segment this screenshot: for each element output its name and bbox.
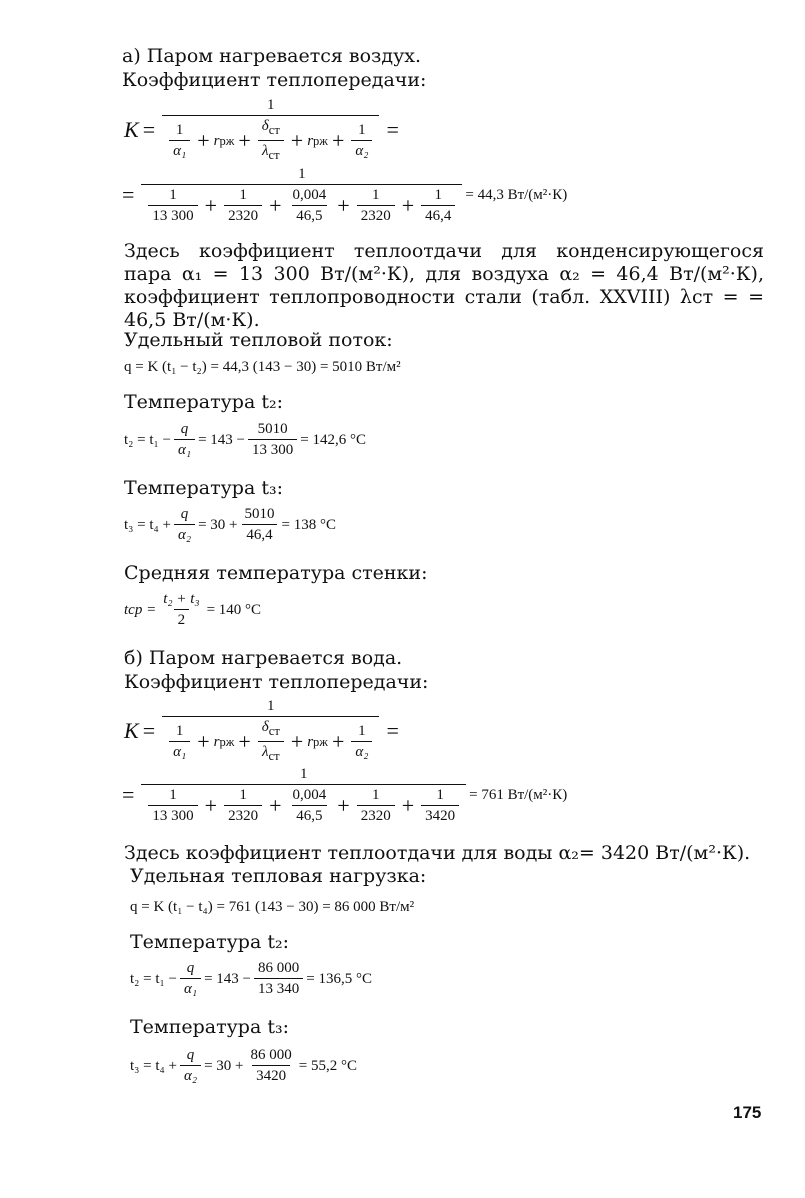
part-a-k-formula-line1: K = 1 $\frac{1}{\text{α₁}}$ + r рж + $\frac{\delta_{ст}}{\lambda_{ст}}$ + r рж + $\frac{1}{\text{α₂}}$ = xyxy=(124,97,399,162)
part-b-k-label: Коэффициент теплопередачи: xyxy=(124,671,429,693)
part-a-t3-label: Температура t₃: xyxy=(124,477,283,499)
part-a-heading: а) Паром нагревается воздух. xyxy=(122,45,422,67)
part-b-explanation: Здесь коэффициент теплоотдачи для воды α₂= 3420 Вт/(м²·К). xyxy=(124,842,751,864)
part-a-explanation: Здесь коэффициент теплоотдачи для конденсирующегося пара α₁ = 13 300 Вт/(м²·К), для воздуха α₂ = 46,4 Вт/(м²·К), коэффициент теплопроводности стали (табл. XXVIII) λст = = 46,5 Вт/(м·К). xyxy=(124,240,764,331)
part-a-avg-label: Средняя температура стенки: xyxy=(124,562,428,584)
part-b-t2-formula: t₂ = t₁ − $\frac{q}{\text{α₁}}$ = 143 − $\frac{86 000}{13 340}$ = 136,5 °С xyxy=(130,960,372,997)
part-b-k-formula-line1: K = 1 $\frac{1}{\text{α₁}}$ + r рж + $\frac{\delta_{ст}}{\lambda_{ст}}$ + r рж + $\frac{1}{\text{α₂}}$ = xyxy=(124,698,399,763)
part-a-t3-formula: t₃ = t₄ + $\frac{q}{\text{α₂}}$ = 30 + $\frac{5010}{46,4}$ = 138 °С xyxy=(124,506,336,543)
part-a-t2-label: Температура t₂: xyxy=(124,391,283,413)
part-b-k-result: = 761 Вт/(м²·К) xyxy=(469,787,568,803)
part-a-t2-formula: t₂ = t₁ − $\frac{q}{\text{α₁}}$ = 143 − $\frac{5010}{13 300}$ = 142,6 °С xyxy=(124,421,366,458)
part-b-q-label: Удельная тепловая нагрузка: xyxy=(130,865,427,887)
part-a-avg-formula: tср = $\frac{\text{t₂ + t₃}}{2}$ = 140 °С xyxy=(124,591,262,628)
part-a-q-label: Удельный тепловой поток: xyxy=(124,329,393,351)
part-a-k-label: Коэффициент теплопередачи: xyxy=(122,69,427,91)
part-b-heading: б) Паром нагревается вода. xyxy=(124,647,403,669)
k-main-fraction: 1 $\frac{1}{\text{α₁}}$ + r рж + $\frac{\delta_{ст}}{\lambda_{ст}}$ + r рж + $\frac{1}{\text{α₂}}$ xyxy=(162,96,379,164)
part-a-k-result: = 44,3 Вт/(м²·К) xyxy=(465,187,568,203)
part-a-k-formula-line2: = 1 $\frac{1}{13 300}$ + $\frac{1}{2320}$ + $\frac{0,004}{46,5}$ + $\frac{1}{2320}$ + $\frac{1}{46,4}$ = 44,3 Вт/(м²·К) xyxy=(122,166,568,224)
part-b-k-formula-line2: = 1 $\frac{1}{13 300}$ + $\frac{1}{2320}$ + $\frac{0,004}{46,5}$ + $\frac{1}{2320}$ + $\frac{1}{3420}$ = 761 Вт/(м²·К) xyxy=(122,766,568,824)
part-b-t2-label: Температура t₂: xyxy=(130,931,289,953)
k-symbol: K xyxy=(124,117,139,142)
page-number: 175 xyxy=(733,1103,762,1122)
part-b-t3-label: Температура t₃: xyxy=(130,1016,289,1038)
part-b-t3-formula: t₃ = t₄ + $\frac{q}{\text{α₂}}$ = 30 + $\frac{86 000}{3420}$ = 55,2 °С xyxy=(130,1047,357,1084)
part-a-q-formula: q = K (t₁ − t₂) = 44,3 (143 − 30) = 5010 Вт/м² xyxy=(124,359,401,375)
part-b-q-formula: q = K (t₁ − t₄) = 761 (143 − 30) = 86 000 Вт/м² xyxy=(130,899,415,915)
